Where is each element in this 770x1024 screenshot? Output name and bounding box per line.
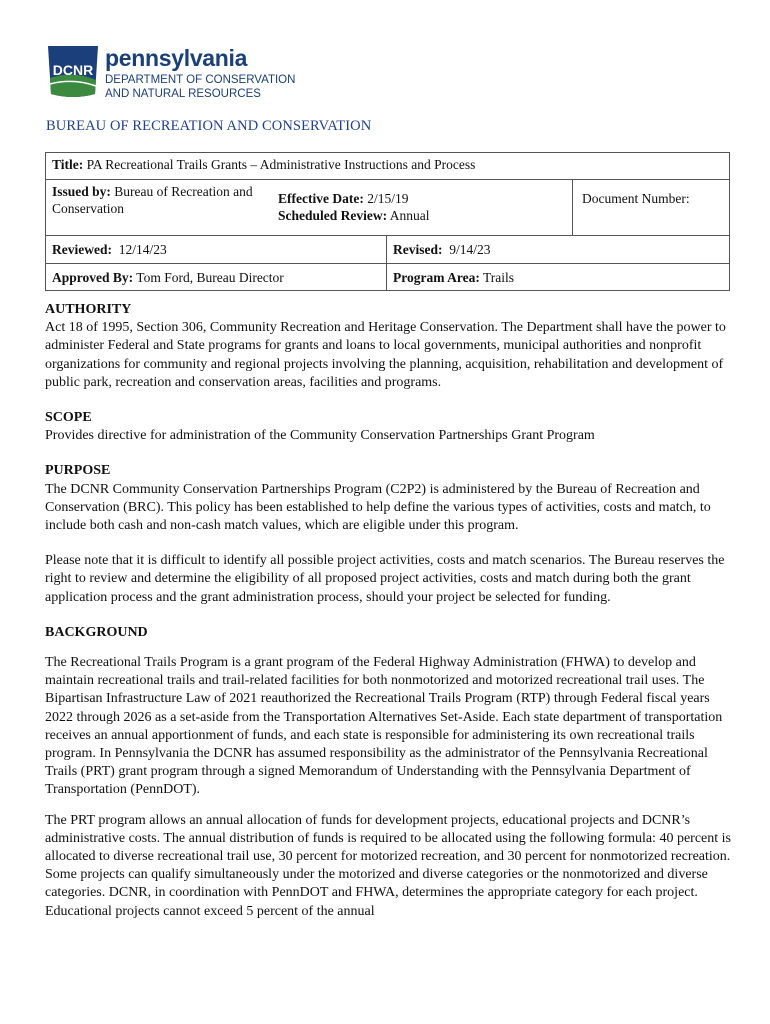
purpose-text-1: The DCNR Community Conservation Partnerships Program (C2P2) is administered by the Bureau of Recreation and Conservation (BRC). This policy has been established to help define the various types of activities, costs and match, to include both cash and non-cash match values, which are eligible under this program. [45,481,711,534]
purpose-heading: PURPOSE [45,463,111,479]
authority-heading: AUTHORITY [45,302,132,317]
review-label: Scheduled Review: [278,208,388,223]
svg-text:DCNR: DCNR [52,62,94,78]
approved-value: Tom Ford, Bureau Director [136,270,284,285]
keystone-icon [45,44,101,100]
effective-label: Effective Date: [278,191,364,206]
issued-label: Issued by: [52,184,111,199]
reviewed-row [46,236,729,264]
revised-value: 9/14/23 [449,242,491,257]
effective-value: 2/15/19 [367,191,409,206]
background-text-2: The PRT program allows an annual allocation of funds for development projects, educational projects and DCNR’s administrative costs. The annual distribution of funds is required to be allocated using the following formula: 40 percent is allocated to diverse recreational trail use, 30 percent for motorized recreation, and 30 percent for nonmotorized recreation. Some projects can qualify simultaneously under the motorized and diverse categories or the nonmotorized and diverse categories. DCNR, in coordination with PennDOT and FHWA, determines the appropriate category for each project. Educational projects cannot exceed 5 percent of the annual [45,812,731,919]
reviewed-label: Reviewed: [52,242,112,257]
authority-text: Act 18 of 1995, Section 306, Community Recreation and Heritage Conservation. The Department shall have the power to administer Federal and State programs for grants and loans to local governments, municipal authorities and nonprofit organizations for community and regional projects involving the planning, acquisition, rehabilitation and development of public park, recreation and conservation areas, facilities and programs. [45,320,726,390]
approved-label: Approved By: [52,270,134,285]
department-name: DEPARTMENT OF CONSERVATION AND NATURAL RESOURCES [105,74,296,100]
scope-text: Provides directive for administration of the Community Conservation Partnerships Grant Program [45,428,595,444]
document-info-table [45,152,730,291]
approved-row [46,264,729,290]
dcnr-logo [45,44,296,102]
program-area-value: Trails [483,270,515,285]
program-area-label: Program Area: [393,270,480,285]
document-number-label: Document Number: [582,191,690,206]
bureau-heading: BUREAU OF RECREATION AND CONSERVATION [46,118,372,134]
issued-value: Bureau of Recreation and Conservation [52,184,253,216]
title-label: Title: [52,157,84,172]
review-value: Annual [389,208,430,223]
title-value: PA Recreational Trails Grants – Administrative Instructions and Process [86,157,476,172]
revised-label: Revised: [393,242,443,257]
background-heading: BACKGROUND [45,624,148,640]
background-text-1: The Recreational Trails Program is a grant program of the Federal Highway Administration (FHWA) to develop and maintain recreational trails and trail-related facilities for both nonmotorized and motorized recreational trail uses. The Bipartisan Infrastructure Law of 2021 reauthorized the Recreational Trails Program (RTP) through Federal fiscal years 2022 through 2026 as a set-aside from the Transportation Alternatives Set-Aside. Each state department of transportation receives an annual apportionment of funds, and each state is responsible for administering its own recreational trails program. In Pennsylvania the DCNR has assumed responsibility as the administrator of the Pennsylvania Recreational Trails (PRT) grant program through a signed Memorandum of Understanding with the Pennsylvania Department of Transportation (PennDOT). [45,655,723,798]
title-row [46,153,729,180]
issued-row [46,180,729,236]
brand-name: pennsylvania [105,45,248,71]
purpose-text-2: Please note that it is difficult to identify all possible project activities, costs and match scenarios. The Bureau reserves the right to review and determine the eligibility of all proposed project activities, costs and match during both the grant application process and the grant administration process, should your project be selected for funding. [45,553,725,605]
reviewed-value: 12/14/23 [118,242,167,257]
scope-heading: SCOPE [45,410,92,426]
document-body [45,301,735,921]
